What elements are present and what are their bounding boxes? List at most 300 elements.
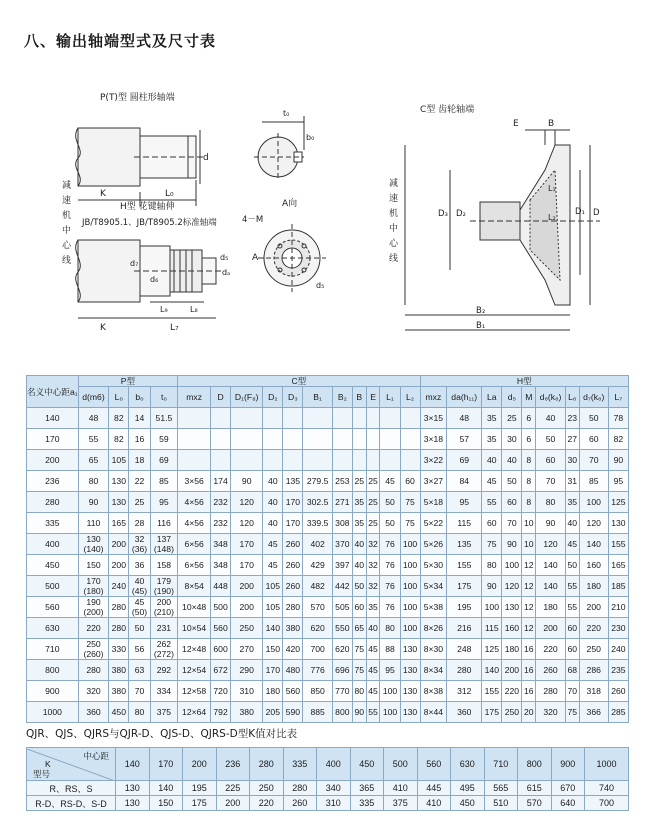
k-table-title: QJR、QJS、QJRS与QJR-D、QJS-D、QJRS-D型K值对比表: [26, 728, 298, 740]
k-distance-header: 400: [317, 748, 351, 781]
table-cell: 280: [283, 597, 303, 618]
table-cell: 70: [536, 471, 566, 492]
table-cell: 205: [263, 702, 283, 723]
table-cell: 40: [263, 492, 283, 513]
table-cell: 130 (140): [78, 534, 109, 555]
table-cell: 75: [400, 492, 420, 513]
subheader-p-1: L₀: [109, 387, 129, 408]
table-cell: 48: [447, 408, 482, 429]
k-value-cell: 310: [317, 796, 351, 811]
k-value-cell: 130: [116, 796, 150, 811]
subheader-c-10: L₂: [400, 387, 420, 408]
table-cell: 5×26: [420, 534, 447, 555]
table-cell: 165: [109, 513, 129, 534]
table-cell: 260: [283, 555, 303, 576]
table-cell: 160: [579, 555, 608, 576]
table-cell: 75: [482, 534, 502, 555]
table-cell: 50: [352, 576, 366, 597]
table-cell: 45: [482, 471, 502, 492]
c-b1-label: B₁: [476, 321, 486, 331]
table-cell: 50: [579, 408, 608, 429]
row-center-distance: 140: [27, 408, 79, 429]
c-d-label: D: [593, 208, 600, 218]
k-value-cell: 375: [384, 796, 418, 811]
table-cell: 620: [332, 639, 352, 660]
header-h-type: H型: [420, 376, 628, 387]
table-cell: 35: [482, 408, 502, 429]
table-cell: 6: [522, 408, 536, 429]
table-cell: 31: [565, 471, 579, 492]
table-cell: 366: [579, 702, 608, 723]
table-cell: 200: [502, 660, 522, 681]
table-cell: 3×27: [420, 471, 447, 492]
h-type-std: JB/T8905.1、JB/T8905.2标准轴端: [82, 218, 217, 228]
table-row: [27, 597, 629, 618]
table-cell: 40: [502, 450, 522, 471]
table-row: [27, 555, 629, 576]
table-cell: 65: [78, 450, 109, 471]
p-t0-label: t₀: [283, 109, 290, 118]
table-cell: [263, 408, 283, 429]
table-cell: 100: [400, 576, 420, 597]
table-cell: 3×56: [178, 471, 211, 492]
table-cell: 55: [366, 702, 380, 723]
table-cell: 280: [109, 597, 129, 618]
table-cell: 16: [522, 639, 536, 660]
table-cell: 310: [231, 681, 263, 702]
table-cell: [352, 429, 366, 450]
k-value-cell: 640: [551, 796, 585, 811]
table-cell: 140: [579, 534, 608, 555]
table-cell: 32: [366, 555, 380, 576]
table-cell: 55: [565, 597, 579, 618]
table-cell: 420: [283, 639, 303, 660]
table-cell: 55: [565, 576, 579, 597]
table-cell: 56: [129, 639, 150, 660]
table-cell: [332, 450, 352, 471]
table-cell: 80: [352, 681, 366, 702]
table-cell: 32 (36): [129, 534, 150, 555]
k-value-cell: 260: [283, 796, 317, 811]
table-cell: 100: [579, 492, 608, 513]
row-center-distance: 630: [27, 618, 79, 639]
table-cell: [178, 429, 211, 450]
table-cell: 90: [78, 492, 109, 513]
table-cell: 885: [303, 702, 332, 723]
table-cell: 250: [502, 702, 522, 723]
table-cell: 69: [447, 450, 482, 471]
table-cell: 16: [522, 660, 536, 681]
table-cell: 16: [522, 681, 536, 702]
table-cell: 70: [129, 681, 150, 702]
table-cell: 170: [263, 660, 283, 681]
table-cell: 85: [579, 471, 608, 492]
subheader-h-0: mxz: [420, 387, 447, 408]
table-cell: 170 (180): [78, 576, 109, 597]
table-cell: 115: [482, 618, 502, 639]
table-cell: 60: [579, 429, 608, 450]
table-cell: 10: [522, 534, 536, 555]
k-value-cell: 365: [350, 781, 384, 796]
k-corner-model: 型号: [33, 769, 51, 779]
table-cell: 720: [211, 681, 231, 702]
table-cell: 80: [536, 492, 566, 513]
table-cell: 95: [380, 660, 400, 681]
table-cell: [380, 408, 400, 429]
table-cell: 45: [263, 534, 283, 555]
table-cell: 360: [447, 702, 482, 723]
table-cell: 360: [78, 702, 109, 723]
table-cell: 8: [522, 471, 536, 492]
c-d3-label: D₃: [438, 209, 448, 219]
table-cell: 40: [536, 408, 566, 429]
c-type-label: C型 齿轮轴端: [420, 105, 475, 115]
table-cell: 130: [400, 681, 420, 702]
table-cell: 180: [536, 597, 566, 618]
table-cell: 14: [129, 408, 150, 429]
table-cell: [352, 408, 366, 429]
row-center-distance: 1000: [27, 702, 79, 723]
table-cell: 792: [211, 702, 231, 723]
table-cell: 240: [109, 576, 129, 597]
header-center-distance: 名义中心距a₁: [27, 376, 79, 408]
table-cell: 45: [366, 639, 380, 660]
c-l2-label: L₂: [548, 213, 556, 222]
subheader-h-7: d₇(k₆): [579, 387, 608, 408]
table-cell: 50: [380, 513, 400, 534]
subheader-h-8: L₇: [608, 387, 628, 408]
m-label: 4－M: [242, 215, 264, 225]
table-cell: 180: [263, 681, 283, 702]
h-d6-label: d₆: [150, 275, 159, 284]
table-cell: [283, 429, 303, 450]
table-cell: 90: [352, 702, 366, 723]
reducer-centerline-text-left: 减速机中心线: [60, 180, 70, 270]
k-distance-header: 630: [451, 748, 485, 781]
table-cell: 279.5: [303, 471, 332, 492]
table-cell: 35: [352, 492, 366, 513]
table-cell: 80: [482, 555, 502, 576]
table-cell: 120: [536, 534, 566, 555]
table-cell: 175: [447, 576, 482, 597]
table-row: [27, 702, 629, 723]
k-value-cell: 495: [451, 781, 485, 796]
table-cell: 100: [380, 681, 400, 702]
table-body: [27, 408, 629, 723]
table-cell: 76: [380, 534, 400, 555]
c-e-label: E: [513, 119, 519, 129]
table-cell: 232: [211, 513, 231, 534]
table-cell: 150: [78, 555, 109, 576]
header-c-type: C型: [178, 376, 420, 387]
table-cell: 3×15: [420, 408, 447, 429]
table-cell: [211, 408, 231, 429]
subheader-c-1: D: [211, 387, 231, 408]
table-cell: 240: [608, 639, 628, 660]
h-l7-label: L₇: [170, 323, 179, 333]
reducer-centerline-text-right: 减速机中心线: [387, 178, 397, 268]
table-cell: 95: [447, 492, 482, 513]
k-value-cell: 175: [183, 796, 217, 811]
table-cell: 50: [502, 471, 522, 492]
table-cell: 174: [211, 471, 231, 492]
table-cell: 850: [303, 681, 332, 702]
table-cell: 250: [579, 639, 608, 660]
table-cell: 235: [608, 660, 628, 681]
table-cell: 175: [482, 702, 502, 723]
table-cell: 600: [211, 639, 231, 660]
subheader-h-6: L₆: [565, 387, 579, 408]
table-cell: 232: [211, 492, 231, 513]
table-cell: 560: [211, 618, 231, 639]
table-cell: [400, 429, 420, 450]
row-center-distance: 450: [27, 555, 79, 576]
shaft-end-drawings: [0, 60, 650, 365]
table-cell: 380: [231, 702, 263, 723]
table-cell: 82: [109, 429, 129, 450]
table-cell: 120: [231, 492, 263, 513]
table-cell: 280: [109, 618, 129, 639]
table-cell: 60: [482, 513, 502, 534]
k-row-label: R-D、RS-D、S-D: [27, 796, 116, 811]
table-cell: 5×22: [420, 513, 447, 534]
table-cell: 8: [522, 492, 536, 513]
p-d-label: d: [203, 153, 209, 163]
row-center-distance: 800: [27, 660, 79, 681]
table-cell: 140: [263, 618, 283, 639]
subheader-h-3: d₅: [502, 387, 522, 408]
table-cell: 290: [231, 660, 263, 681]
table-cell: 120: [579, 513, 608, 534]
table-cell: 339.5: [303, 513, 332, 534]
k-distance-header: 140: [116, 748, 150, 781]
k-distance-header: 500: [384, 748, 418, 781]
subheader-c-3: D₂: [263, 387, 283, 408]
table-cell: 50: [536, 429, 566, 450]
table-cell: 185: [608, 576, 628, 597]
k-value-cell: 340: [317, 781, 351, 796]
k-value-cell: 700: [585, 796, 629, 811]
page-title: 八、输出轴端型式及尺寸表: [24, 32, 217, 50]
table-cell: 25: [502, 408, 522, 429]
table-cell: 165: [608, 555, 628, 576]
table-cell: 45: [366, 681, 380, 702]
table-cell: 45: [366, 660, 380, 681]
k-distance-header: 236: [216, 748, 250, 781]
table-row: [27, 471, 629, 492]
table-cell: 135: [447, 534, 482, 555]
table-cell: 480: [283, 660, 303, 681]
table-cell: 155: [482, 681, 502, 702]
k-distance-header: 280: [250, 748, 284, 781]
table-cell: 25: [129, 492, 150, 513]
table-cell: 5×38: [420, 597, 447, 618]
table-cell: 60: [352, 597, 366, 618]
table-cell: [366, 429, 380, 450]
k-value-cell: 200: [216, 796, 250, 811]
table-cell: 5×18: [420, 492, 447, 513]
subheader-c-6: B₂: [332, 387, 352, 408]
table-cell: 100: [400, 618, 420, 639]
table-cell: 231: [150, 618, 178, 639]
table-row: [27, 681, 629, 702]
table-cell: 16: [129, 429, 150, 450]
table-cell: 8×54: [178, 576, 211, 597]
table-row: [27, 429, 629, 450]
c-b-label: B: [548, 119, 555, 129]
table-cell: 348: [211, 555, 231, 576]
table-cell: 200: [536, 618, 566, 639]
table-cell: 220: [536, 639, 566, 660]
k-corner-distance: 中心距: [83, 751, 109, 761]
table-cell: 285: [608, 702, 628, 723]
table-cell: 500: [211, 597, 231, 618]
table-cell: 179 (190): [150, 576, 178, 597]
table-cell: 20: [522, 702, 536, 723]
table-cell: 260: [283, 576, 303, 597]
table-cell: [263, 429, 283, 450]
table-cell: 90: [536, 513, 566, 534]
table-cell: 65: [352, 618, 366, 639]
table-cell: 25: [366, 513, 380, 534]
subheader-c-4: D₃: [283, 387, 303, 408]
table-cell: 40: [565, 513, 579, 534]
subheader-h-4: M: [522, 387, 536, 408]
table-cell: 78: [608, 408, 628, 429]
table-cell: [211, 429, 231, 450]
subheader-h-2: La: [482, 387, 502, 408]
k-value-table: [26, 747, 629, 811]
table-row: [27, 639, 629, 660]
table-cell: 505: [332, 597, 352, 618]
table-cell: 260: [536, 660, 566, 681]
table-cell: 60: [565, 639, 579, 660]
table-cell: 130: [400, 702, 420, 723]
table-cell: 170: [231, 555, 263, 576]
table-cell: 40: [482, 450, 502, 471]
table-cell: 60: [536, 450, 566, 471]
table-cell: 130: [400, 660, 420, 681]
k-value-cell: 195: [183, 781, 217, 796]
k-value-cell: 670: [551, 781, 585, 796]
h-k-label: K: [100, 323, 106, 333]
table-cell: 180: [502, 639, 522, 660]
table-cell: 318: [579, 681, 608, 702]
k-row-label: R、RS、S: [27, 781, 116, 796]
subheader-c-9: L₁: [380, 387, 400, 408]
table-cell: 380: [109, 660, 129, 681]
table-cell: 88: [380, 639, 400, 660]
table-cell: 130: [502, 597, 522, 618]
table-cell: [231, 408, 263, 429]
table-cell: 125: [482, 639, 502, 660]
table-cell: 776: [303, 660, 332, 681]
table-cell: 32: [366, 576, 380, 597]
table-cell: 45: [380, 471, 400, 492]
subheader-h-1: da(h₁₁): [447, 387, 482, 408]
table-cell: 270: [231, 639, 263, 660]
table-cell: 90: [608, 450, 628, 471]
table-cell: 280: [78, 660, 109, 681]
k-distance-header: 560: [417, 748, 451, 781]
k-value-cell: 565: [484, 781, 518, 796]
table-cell: 70: [579, 450, 608, 471]
table-cell: 100: [400, 555, 420, 576]
k-value-cell: 130: [116, 781, 150, 796]
table-cell: 76: [380, 576, 400, 597]
c-d2-label: D₂: [456, 209, 466, 219]
table-cell: [366, 450, 380, 471]
table-cell: 12×48: [178, 639, 211, 660]
table-cell: 100: [380, 702, 400, 723]
table-cell: 170: [283, 513, 303, 534]
h-l8-label: L₈: [190, 305, 198, 314]
table-cell: 700: [303, 639, 332, 660]
table-cell: 330: [109, 639, 129, 660]
table-cell: 375: [150, 702, 178, 723]
table-cell: 100: [502, 555, 522, 576]
row-center-distance: 200: [27, 450, 79, 471]
table-row: [27, 492, 629, 513]
table-cell: 27: [565, 429, 579, 450]
table-cell: 8×26: [420, 618, 447, 639]
table-cell: [400, 450, 420, 471]
table-cell: 100: [400, 534, 420, 555]
table-cell: 248: [447, 639, 482, 660]
row-center-distance: 900: [27, 681, 79, 702]
table-cell: [231, 450, 263, 471]
table-cell: [332, 429, 352, 450]
table-cell: 150: [263, 639, 283, 660]
table-cell: 90: [231, 471, 263, 492]
table-cell: 10: [522, 513, 536, 534]
k-corner-k: K: [45, 759, 51, 769]
subheader-p-2: b₀: [129, 387, 150, 408]
table-cell: 620: [303, 618, 332, 639]
table-cell: 4×56: [178, 492, 211, 513]
row-center-distance: 560: [27, 597, 79, 618]
h-type-drawing: [76, 240, 222, 318]
k-value-cell: 450: [451, 796, 485, 811]
table-cell: 40: [352, 555, 366, 576]
table-cell: 429: [303, 555, 332, 576]
k-distance-header: 1000: [585, 748, 629, 781]
table-cell: 450: [109, 702, 129, 723]
table-cell: 30: [565, 450, 579, 471]
subheader-h-5: d₆(k₆): [536, 387, 566, 408]
k-value-cell: 740: [585, 781, 629, 796]
table-cell: 320: [536, 702, 566, 723]
table-cell: 76: [380, 555, 400, 576]
table-cell: 90: [502, 534, 522, 555]
table-cell: 59: [150, 429, 178, 450]
subheader-c-0: mxz: [178, 387, 211, 408]
table-cell: 90: [482, 576, 502, 597]
table-cell: 116: [150, 513, 178, 534]
table-cell: 130: [109, 471, 129, 492]
table-cell: 45: [263, 555, 283, 576]
subheader-c-2: D₁(F₈): [231, 387, 263, 408]
table-cell: 402: [303, 534, 332, 555]
p-type-drawing: [76, 91, 204, 206]
table-cell: 320: [78, 681, 109, 702]
table-cell: [263, 450, 283, 471]
table-cell: [211, 450, 231, 471]
table-cell: 137 (148): [150, 534, 178, 555]
table-cell: 5×30: [420, 555, 447, 576]
table-cell: 22: [129, 471, 150, 492]
table-cell: 105: [263, 576, 283, 597]
